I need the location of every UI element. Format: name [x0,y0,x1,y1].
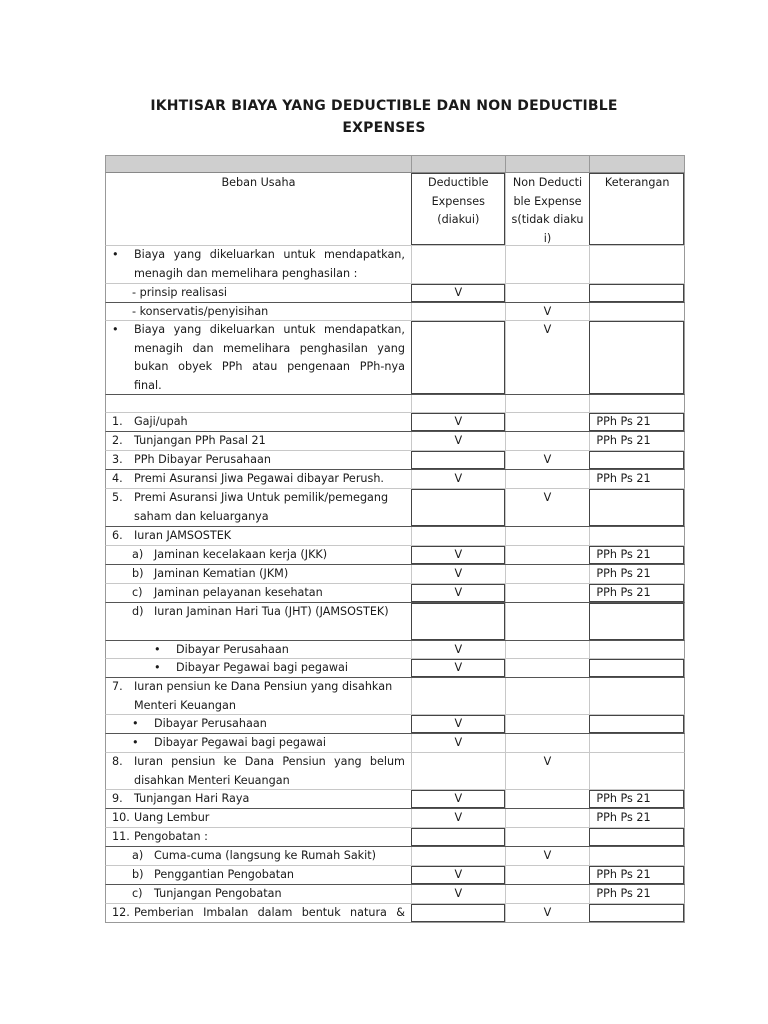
deductible-cell: V [411,866,505,884]
table-header-row [105,173,685,246]
row-description: Tunjangan Pengobatan [154,887,282,900]
non-deductible-cell [505,659,590,677]
deductible-cell [411,303,505,320]
keterangan-cell: PPh Ps 21 [589,546,684,564]
table-row [105,432,685,451]
table-row-spacer [105,395,685,413]
row-number: 9. [112,792,123,805]
table-row [105,489,685,527]
row-letter: b) [132,868,144,881]
non-deductible-cell [505,527,590,545]
row-description: Tunjangan Hari Raya [134,792,250,805]
non-deductible-cell [505,734,590,752]
row-letter: c) [132,887,143,900]
row-description: Biaya yang dikeluarkan untuk mendapatkan, menagih dan memelihara penghasilan : [134,248,405,280]
bullet: • [112,323,119,336]
deductible-cell: V [411,432,505,450]
non-deductible-cell [505,885,590,903]
row-number: 10. [112,811,130,824]
row-description: - prinsip realisasi [132,286,228,299]
row-description: Gaji/upah [134,415,188,428]
non-deductible-cell: V [505,321,590,394]
non-deductible-cell [505,715,590,733]
non-deductible-cell [505,866,590,884]
row-letter: c) [132,586,143,599]
non-deductible-cell [505,603,590,640]
table-row [105,565,685,584]
row-description: Iuran pensiun ke Dana Pensiun yang belum disahkan Menteri Keuangan [134,755,405,787]
row-description: Cuma-cuma (langsung ke Rumah Sakit) [154,849,377,862]
title-line-2: EXPENSES [342,120,426,136]
deductible-cell: V [411,641,505,658]
deductible-cell: V [411,885,505,903]
non-deductible-cell [505,809,590,827]
table-row [105,847,685,866]
keterangan-cell: PPh Ps 21 [589,790,684,808]
deductible-cell [411,828,505,846]
non-deductible-cell [505,565,590,583]
table-row [105,715,685,734]
row-number: 1. [112,415,123,428]
row-description: Pengobatan : [134,830,208,843]
keterangan-cell [589,641,684,658]
deductible-cell [411,904,505,922]
keterangan-cell [589,904,684,922]
table-row [105,603,685,641]
table-row [105,451,685,470]
non-deductible-cell [505,284,590,302]
keterangan-cell: PPh Ps 21 [589,413,684,431]
row-description: Dibayar Pegawai bagi pegawai [154,736,326,749]
table-row [105,413,685,432]
table-row [105,584,685,603]
keterangan-cell: PPh Ps 21 [589,885,684,903]
row-letter: a) [132,849,144,862]
row-description: Tunjangan PPh Pasal 21 [134,434,266,447]
deductible-cell [411,246,505,283]
bullet: • [132,717,139,730]
non-deductible-cell [505,641,590,658]
table-row [105,470,685,489]
deductible-cell: V [411,470,505,488]
row-description: Jaminan pelayanan kesehatan [154,586,323,599]
table-row [105,641,685,659]
table-row [105,904,685,923]
deductible-cell [411,527,505,545]
deductible-cell [411,489,505,526]
deductible-cell [411,847,505,865]
table-row [105,678,685,715]
bullet: • [154,643,161,656]
keterangan-cell [589,303,684,320]
row-description: Penggantian Pengobatan [154,868,295,881]
table-row [105,753,685,790]
row-description: Premi Asuransi Jiwa Untuk pemilik/pemegang saham dan keluarganya [134,491,389,523]
non-deductible-cell: V [505,303,590,320]
deductible-cell: V [411,584,505,602]
row-description: Dibayar Perusahaan [176,643,289,656]
keterangan-cell [589,284,684,302]
keterangan-cell [589,678,684,714]
row-letter: d) [132,605,144,618]
table-row [105,284,685,303]
keterangan-cell [589,715,684,733]
deductible-cell [411,451,505,469]
deductible-cell [411,753,505,789]
keterangan-cell [589,489,684,526]
row-description: Biaya yang dikeluarkan untuk mendapatkan, menagih dan memelihara penghasilan yang bukan obyek PPh atau pengenaan PPh-nya final. [134,323,405,392]
keterangan-cell [589,321,684,394]
keterangan-cell: PPh Ps 21 [589,584,684,602]
row-description: Iuran pensiun ke Dana Pensiun yang disahkan Menteri Keuangan [134,680,393,712]
keterangan-cell [589,734,684,752]
row-number: 5. [112,491,123,504]
non-deductible-cell [505,246,590,283]
bullet: • [154,661,161,674]
table-row [105,659,685,678]
expense-table [105,155,685,923]
header-keterangan: Keterangan [589,173,684,245]
deductible-cell [411,321,505,394]
title-line-1: IKHTISAR BIAYA YANG DEDUCTIBLE DAN NON DEDUCTIBLE [150,98,618,114]
deductible-cell [411,603,505,640]
table-row [105,527,685,546]
bullet: • [112,248,119,261]
table-row [105,885,685,904]
keterangan-cell: PPh Ps 21 [589,866,684,884]
table-row [105,246,685,284]
row-number: 12. [112,906,130,919]
deductible-cell: V [411,659,505,677]
keterangan-cell [589,451,684,469]
row-number: 6. [112,529,123,542]
row-number: 7. [112,680,123,693]
row-description: Pemberian Imbalan dalam bentuk natura & [134,906,405,919]
keterangan-cell [589,527,684,545]
non-deductible-cell [505,790,590,808]
row-number: 8. [112,755,123,768]
row-description: Jaminan Kematian (JKM) [154,567,289,580]
deductible-cell: V [411,413,505,431]
header-non-deductible: Non Deductible Expenses(tidak diakui) [505,173,590,245]
row-number: 3. [112,453,123,466]
table-row [105,734,685,753]
table-row [105,303,685,321]
table-gray-band [105,155,685,173]
keterangan-cell: PPh Ps 21 [589,565,684,583]
row-description: PPh Dibayar Perusahaan [134,453,271,466]
deductible-cell [411,678,505,714]
keterangan-cell: PPh Ps 21 [589,809,684,827]
keterangan-cell: PPh Ps 21 [589,470,684,488]
table-row [105,828,685,847]
table-row [105,790,685,809]
keterangan-cell [589,847,684,865]
table-row [105,321,685,395]
row-description: Uang Lembur [134,811,210,824]
deductible-cell: V [411,734,505,752]
row-description: - konservatis/penyisihan [132,305,269,318]
deductible-cell: V [411,284,505,302]
non-deductible-cell [505,828,590,846]
non-deductible-cell: V [505,489,590,526]
keterangan-cell [589,246,684,283]
keterangan-cell [589,753,684,789]
deductible-cell: V [411,565,505,583]
non-deductible-cell [505,678,590,714]
deductible-cell: V [411,809,505,827]
deductible-cell: V [411,546,505,564]
header-beban-usaha: Beban Usaha [221,176,296,189]
row-number: 11. [112,830,130,843]
deductible-cell: V [411,790,505,808]
row-description: Dibayar Perusahaan [154,717,267,730]
header-deductible: Deductible Expenses (diakui) [411,173,505,245]
non-deductible-cell: V [505,451,590,469]
non-deductible-cell [505,470,590,488]
row-description: Iuran Jaminan Hari Tua (JHT) (JAMSOSTEK) [154,605,389,618]
row-number: 4. [112,472,123,485]
non-deductible-cell [505,413,590,431]
row-description: Jaminan kecelakaan kerja (JKK) [154,548,328,561]
non-deductible-cell [505,584,590,602]
keterangan-cell [589,828,684,846]
row-letter: a) [132,548,144,561]
row-description: Dibayar Pegawai bagi pegawai [176,661,348,674]
row-description: Premi Asuransi Jiwa Pegawai dibayar Perush. [134,472,384,485]
row-letter: b) [132,567,144,580]
non-deductible-cell: V [505,904,590,922]
keterangan-cell [589,659,684,677]
row-number: 2. [112,434,123,447]
keterangan-cell: PPh Ps 21 [589,432,684,450]
non-deductible-cell: V [505,847,590,865]
keterangan-cell [589,603,684,640]
non-deductible-cell: V [505,753,590,789]
bullet: • [132,736,139,749]
row-description: Iuran JAMSOSTEK [134,529,232,542]
non-deductible-cell [505,546,590,564]
table-row [105,866,685,885]
deductible-cell: V [411,715,505,733]
table-row [105,546,685,565]
non-deductible-cell [505,432,590,450]
table-row [105,809,685,828]
document-title [0,95,768,139]
